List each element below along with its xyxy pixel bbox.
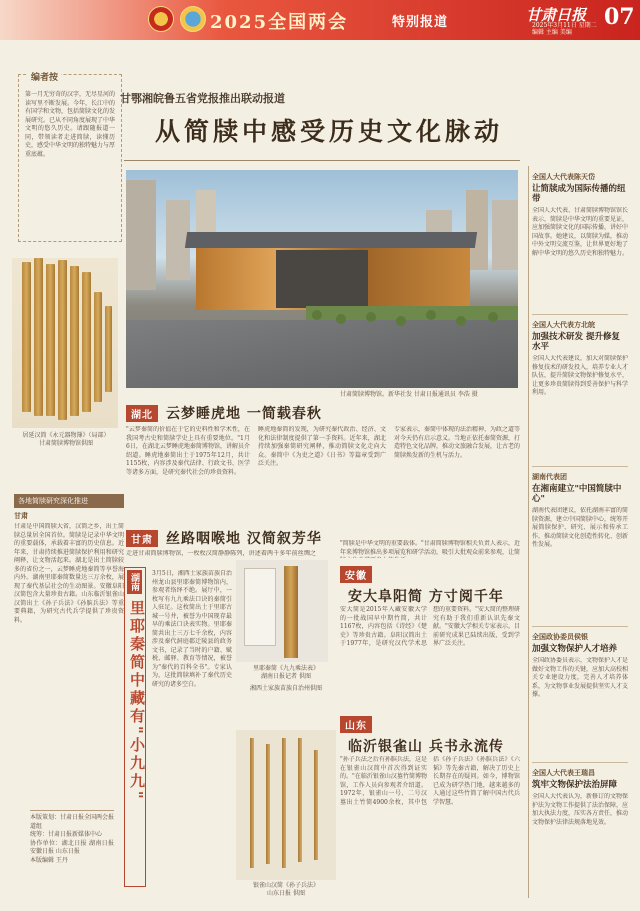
hunan-vertical-box (124, 567, 146, 887)
left-column-text: 甘肃是中国简牍大省，汉简之乡，出土简牍总量居全国首位。简牍是记录中华文明的重要载体，承载着丰富的历史信息。近年来，甘肃持续推进简牍保护利用和研究阐释，让文物活起来。湖北是出土简牍较多的省份之一，云梦睡虎地秦简等享誉海内外。湖南里耶秦简数量达三万余枚，展现了秦代基层社会的生动图景。安徽阜阳汉简包含大量珍贵古籍。山东临沂银雀山汉简出土《孙子兵法》《孙膑兵法》等重要典籍，为研究古代兵学提供了珍贵资料。 (14, 523, 124, 624)
divider (532, 762, 628, 763)
divider (532, 314, 628, 315)
anhui-tag: 安徽 (340, 566, 372, 583)
gansu-header (126, 530, 322, 546)
right-item-kicker: 全国人大代表方北皖 (532, 320, 595, 329)
yinqueshan-caption: 银雀山汉简《孙子兵法》 山东日报 供图 (252, 882, 319, 897)
editor-note-box (18, 74, 122, 242)
jiujiu-caption: 里耶秦简《九九乘法表》 湖南日报记者 供图 (252, 665, 319, 680)
right-item-5 (532, 768, 628, 893)
hubei-text-b: 睡虎地秦简的发现，为研究秦代政治、经济、文化和法律制度提供了第一手资料。近年来，湖北持续加强秦简研究阐释，推动简牍文化走向大众。秦简中《为吏之道》《日书》等篇章受到广泛关注。 (258, 426, 386, 467)
right-item-kicker: 全国政协委员侯银 (532, 632, 588, 641)
photo-caption: 甘肃简牍博物馆。新华社发 甘肃日报通讯员 李浩 摄 (340, 391, 478, 398)
anhui-text: 安大简是2015年入藏安徽大学的一批战国早中期竹简，共计1167枚，内容包括《诗经》《楚史》等珍贵古籍。阜阳汉简出土于1977年，是研究汉代学术思想的重要资料。"安大简的整理研究有助于我们重新认识先秦文献。"安徽大学相关专家表示，目前研究成果已陆续出版，受到学界广泛关注。 (340, 606, 520, 647)
hunan-credit: 湘西土家族苗族自治州供图 (249, 685, 322, 692)
hubei-text-c: 专家表示，秦简中体现的法治精神、为政之道等对今天仍有启示意义。当地正依托秦简资源，打造特色文化品牌，推动文旅融合发展，让古老的简牍焕发新的生机与活力。 (394, 426, 520, 459)
masthead-title: 2025全国两会 (210, 12, 349, 33)
shandong-header (340, 716, 380, 732)
paper-editors: 编辑 主编 美编 (532, 29, 572, 36)
cppcc-emblem-icon (180, 6, 206, 32)
hubei-title: 云梦睡虎地 一简载春秋 (166, 406, 322, 422)
hunan-vertical-title: 里耶秦简中藏有"小九九" (128, 600, 146, 802)
divider (532, 466, 628, 467)
jiujiu-slip (284, 566, 298, 658)
right-item-kicker: 湖南代表团 (532, 472, 567, 481)
right-item-text: 全国人大代表、甘肃简牍博物馆馆长表示，简牍是中华文明的重要见证，应加强简牍文化的国际传播，讲好中国故事。她建议，以简牍为媒，推动中外文明交流互鉴，让世界更好地了解中华文明的悠久历史和独特魅力。 (532, 207, 628, 257)
gansu-title: 丝路咽喉地 汉简叙芳华 (166, 531, 322, 547)
left-column (14, 494, 124, 819)
gansu-tag: 甘肃 (126, 530, 158, 547)
main-kicker: 甘鄂湘皖鲁五省党报推出联动报道 (120, 92, 285, 105)
shandong-tag: 山东 (340, 716, 372, 733)
right-item-kicker: 全国人大代表陈天岱 (532, 172, 595, 181)
special-report-label: 特别报道 (392, 15, 449, 30)
newspaper-name: 甘肃日报 (526, 6, 587, 24)
shandong-text: "孙子兵法之后有孙膑兵法，这是在银雀山汉简中首次得到证实的。"在临沂银雀山汉墓竹简博物馆，工作人员向参观者介绍道。1972年，银雀山一号、二号汉墓出土竹简4900余枚，其中包括《孙子兵法》《孙膑兵法》《六韬》等先秦古籍，解决了历史上长期存在的疑问。如今，博物馆已成为研学热门地，越来越多的人通过这些竹简了解中国古代兵学智慧。 (340, 756, 520, 806)
right-item-text: 全国人大代表建议，加大对简牍保护修复技术的研发投入，培养专业人才队伍，提升简牍文物保护修复水平，让更多珍贵简牍得到妥善保护与科学利用。 (532, 355, 628, 396)
jiujiu-frame (244, 568, 276, 646)
hunan-text: 3月5日，湘西土家族苗族自治州龙山县里耶秦简博物馆内，参观者络绎不绝。展厅中，一枚写有九九乘法口诀的秦简引人驻足。这枚简出土于里耶古城一号井，被誉为中国现存最早的乘法口诀表实物。里耶秦简共出土三万七千余枚，内容涉及秦代洞庭郡迁陵县的政务文书，记录了当时的户籍、赋税、邮驿、教育等情况，被誉为"秦代的百科全书"。专家认为，这批简牍填补了秦代历史研究的诸多空白。 (152, 570, 232, 688)
right-item-text: 全国政协委员表示，文物保护人才是做好文物工作的关键，应加大高校相关专业建设力度，完善人才培养体系，为文物事业发展提供坚实人才支撑。 (532, 657, 628, 698)
right-item-4 (532, 632, 628, 753)
editor-note-text: 第一月无穷奇的汉字，无尽星河的读写里不断发展。今年，长江中的有国学和文物，包括简牍文化的发展研究。已从不同角度展现了中华文明的悠久历史。请跟随报道一同，带领读者走进简牍，读懂历史，感受中华文明的独特魅力与厚重底蕴。 (25, 91, 116, 158)
credits-box: 本版策划：甘肃日报全国两会报道组 统筹：甘肃日报新媒体中心 协作单位：湖北日报 湖南日报 安徽日报 山东日报 本版编辑 王丹 (30, 810, 114, 865)
left-section-bar: 各地简牍研究深化推进 (14, 494, 124, 508)
right-item-title: 在湘南建立"中国简牍中心" (532, 484, 622, 504)
gansu-text-b: "简牍是中华文明的重要载体。"甘肃简牍博物馆相关负责人表示，近年来博物馆推出多项展览和研学活动，吸引大批观众前来参观，让简 (340, 540, 520, 556)
right-item-title: 加强文物保护人才培养 (532, 644, 618, 654)
right-item-title: 筑牢文物保护法治屏障 (532, 780, 618, 790)
right-item-3 (532, 472, 628, 627)
right-item-2 (532, 320, 628, 465)
hubei-header (126, 405, 322, 421)
page-number: 07 (604, 4, 635, 30)
right-item-title: 让简牍成为国际传播的纽带 (532, 184, 626, 204)
main-headline: 从简牍中感受历史文化脉动 (155, 117, 504, 146)
right-item-text: 全国人大代表认为，新修订的文物保护法为文物工作提供了法治保障，应加大执法力度，压实各方责任，推动文物保护法律法规落地见效。 (532, 793, 628, 826)
hunan-tag: 湖南 (127, 570, 142, 594)
editor-note-heading: 编者按 (28, 70, 61, 83)
bamboo-slips-image (12, 258, 118, 428)
yinqueshan-slips-image (236, 730, 336, 880)
right-item-title: 加强技术研发 提升修复水平 (532, 332, 620, 352)
paper-date: 2025年3月11日 星期二 (532, 22, 597, 29)
right-item-text: 湖南代表团建议，依托湖南丰富的简牍资源，建立中国简牍中心，统筹开展简牍保护、研究、展示和传承工作，推动简牍文化创造性转化、创新性发展。 (532, 507, 628, 548)
hubei-tag: 湖北 (126, 405, 158, 422)
party-emblem-icon (148, 6, 174, 32)
right-item-kicker: 全国人大代表王瑞昌 (532, 768, 595, 777)
anhui-header (340, 566, 380, 582)
museum-photo (126, 170, 518, 388)
left-section-sub: 甘肃 (14, 511, 28, 520)
divider (532, 626, 628, 627)
gansu-text-a: 走进甘肃简牍博物馆，一枚枚汉简静静陈列，讲述着两千多年前丝绸之 (126, 550, 316, 557)
bamboo-slips-caption: 居延汉简《永元器物簿》（局部） 甘肃简牍博物馆供图 (22, 432, 110, 447)
headline-rule (124, 160, 520, 161)
masthead (0, 0, 640, 40)
hubei-text-a: "云梦秦简的价值在于它的史料性和学术性，在我国考古史和简牍学史上具有重要地位。"1月6日，在湖北云梦睡虎地秦简博物馆，讲解员介绍道。睡虎地秦简出土于1975年12月，共计1155枚，内容涉及秦代法律、行政文书、医学等诸多方面，是研究秦代社会的珍贵资料。 (126, 426, 250, 476)
right-column-divider (528, 166, 529, 898)
anhui-title: 安大阜阳简 方寸阅千年 (348, 589, 504, 605)
paper-meta (532, 22, 597, 36)
shandong-title: 临沂银雀山 兵书永流传 (348, 739, 504, 755)
right-item-1 (532, 172, 628, 323)
